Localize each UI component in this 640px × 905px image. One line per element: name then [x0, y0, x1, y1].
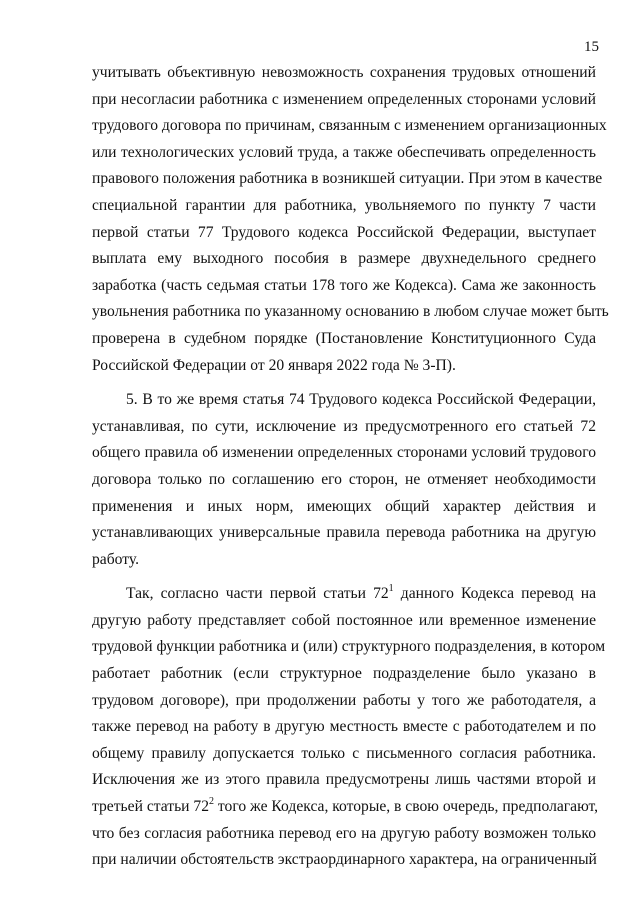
text-line: Российской Федерации от 20 января 2022 года № 3-П).: [92, 356, 456, 374]
text-line: трудовой функции работника и (или) структурного подразделения, в котором: [92, 638, 606, 656]
text-line: работу.: [92, 550, 139, 568]
text-fragment: данного Кодекса перевод на: [393, 585, 596, 603]
text-line: правового положения работника в возникшей ситуации. При этом в качестве: [92, 170, 603, 188]
text-line: проверена в судебном порядке (Постановление Конституционного Суда: [92, 329, 596, 347]
text-line: специальной гарантии для работника, увольняемого по пункту 7 части: [92, 196, 596, 214]
paragraph-1: [92, 60, 609, 379]
text-line: выплата ему выходного пособия в размере двухнедельного среднего: [92, 250, 596, 268]
text-line: заработка (часть седьмая статьи 178 того же Кодекса). Сама же законность: [92, 276, 596, 294]
text-line: другую работу представляет собой постоянное или временное изменение: [92, 611, 596, 629]
text-line-with-superscript: [92, 581, 596, 608]
text-fragment: того же Кодекса, которые, в свою очередь, предполагают,: [214, 798, 599, 816]
text-line: увольнения работника по указанному основанию в любом случае может быть: [92, 303, 609, 321]
document-body: [92, 60, 609, 874]
superscript: 2: [209, 796, 215, 808]
text-line: устанавливая, по сути, исключение из предусмотренного его статьей 72: [92, 417, 596, 435]
text-line: трудовом договоре), при продолжении работы у того же работодателя, а: [92, 691, 596, 709]
text-line: при несогласии работника с изменением определенных сторонами условий: [92, 90, 596, 108]
text-line: первой статьи 77 Трудового кодекса Российской Федерации, выступает: [92, 223, 596, 241]
superscript: 1: [388, 583, 394, 595]
text-line: общему правилу допускается только с письменного согласия работника.: [92, 744, 596, 762]
text-fragment: Так, согласно части первой статьи 72: [126, 585, 389, 603]
text-line: применения и иных норм, имеющих общий характер действия и: [92, 497, 596, 515]
text-line: или технологических условий труда, а также обеспечивать определенность: [92, 143, 596, 161]
text-line: учитывать объективную невозможность сохранения трудовых отношений: [92, 64, 596, 81]
text-line: также перевод на работу в другую местность вместе с работодателем и по: [92, 718, 596, 736]
text-line: трудового договора по причинам, связанным с изменением организационных: [92, 117, 607, 135]
text-line: что без согласия работника перевод его на другую работу возможен только: [92, 824, 596, 842]
text-line-with-superscript: [92, 794, 599, 821]
text-line: Исключения же из этого правила предусмотрены лишь частями второй и: [92, 771, 596, 789]
paragraph-2: [92, 387, 596, 573]
text-line: работает работник (если структурное подразделение было указано в: [92, 665, 596, 683]
text-line: при наличии обстоятельств экстраординарного характера, на ограниченный: [92, 851, 597, 869]
text-fragment: третьей статьи 72: [92, 798, 210, 816]
paragraph-3: [92, 581, 606, 874]
text-line: общего правила об изменении определенных сторонами условий трудового: [92, 444, 596, 462]
text-line: договора только по соглашению его сторон, не отменяет необходимости: [92, 470, 596, 488]
page-number: 15: [584, 39, 599, 55]
text-line: устанавливающих универсальные правила перевода работника на другую: [92, 524, 596, 542]
text-line: 5. В то же время статья 74 Трудового кодекса Российской Федерации,: [126, 391, 596, 409]
